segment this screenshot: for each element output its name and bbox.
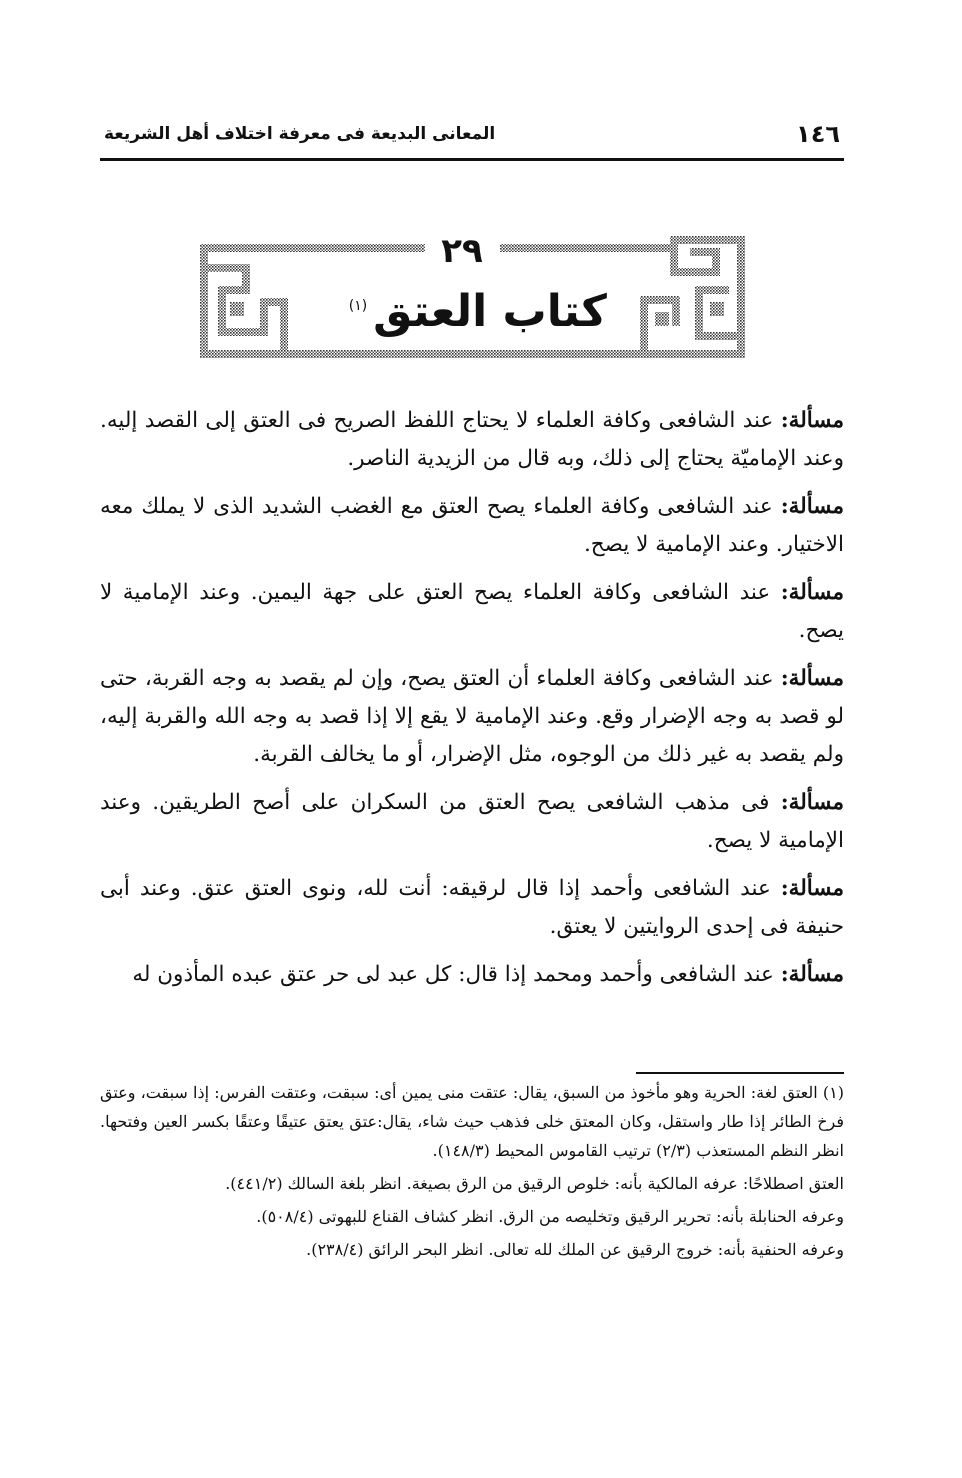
page-number: ١٤٦ [796,120,840,148]
issues-list [100,402,844,1004]
page-header [100,118,844,161]
footnotes [100,1078,844,1268]
issue-text: عند الشافعى وأحمد ومحمد إذا قال: كل عبد لى حر عتق عبده المأذون له [132,962,774,987]
issue-label: مسألة: [780,408,844,433]
issue-paragraph [100,574,844,650]
issue-text: عند الشافعى وكافة العلماء يصح العتق مع الغضب الشديد الذى لا يملك معه الاختيار. وعند الإمامية لا يصح. [100,494,844,557]
issue-paragraph [100,784,844,860]
issue-text: عند الشافعى وكافة العلماء يصح العتق على جهة اليمين. وعند الإمامية لا يصح. [100,580,844,643]
footnote: العتق اصطلاحًا: عرفه المالكية بأنه: خلوص الرقيق من الرق بصيغة. انظر بلغة السالك (٤٤١/٢). [225,1174,844,1193]
footnote: وعرفه الحنفية بأنه: خروج الرقيق عن الملك لله تعالى. انظر البحر الرائق (٢٣٨/٤). [306,1240,844,1259]
issue-label: مسألة: [780,580,844,605]
issue-label: مسألة: [780,666,844,691]
running-title: المعانى البديعة فى معرفة اختلاف أهل الشريعة [104,124,496,144]
footnote-marker: (١) [348,298,368,314]
issue-paragraph [100,956,844,994]
issue-paragraph [100,870,844,946]
issue-label: مسألة: [780,494,844,519]
issue-text: فى مذهب الشافعى يصح العتق من السكران على أصح الطريقين. وعند الإمامية لا يصح. [100,790,844,853]
issue-text: عند الشافعى وأحمد إذا قال لرقيقه: أنت لله، ونوى العتق عتق. وعند أبى حنيفة فى إحدى الروايتين لا يعتق. [100,876,844,939]
issue-label: مسألة: [780,790,844,815]
footnote-divider [636,1072,844,1074]
issue-text: عند الشافعى وكافة العلماء لا يحتاج اللفظ الصريح فى العتق إلى القصد إليه. وعند الإماميّة يحتاج إلى ذلك، وبه قال من الزيدية الناصر. [100,408,844,471]
issue-label: مسألة: [780,876,844,901]
issue-paragraph [100,660,844,774]
chapter-number: ٢٩ [441,236,483,271]
issue-paragraph [100,488,844,564]
footnote: (١) العتق لغة: الحرية وهو مأخوذ من السبق، يقال: عتقت منى يمين أى: سبقت، وعتقت الفرس: إذا سبقت، وعتق فرخ الطائر إذا طار واستقل، وكان المعتق خلى فذهب حيث شاء، يقال:عتق يعتق عتيقًا وعتقًا بكسر العين وفتحها. انظر النظم المستعذب (٢/٣) ترتيب القاموس المحيط (١٤٨/٣). [100,1083,845,1160]
issue-label: مسألة: [780,962,844,987]
issue-paragraph [100,402,844,478]
issue-text: عند الشافعى وكافة العلماء أن العتق يصح، وإن لم يقصد به وجه القربة، حتى لو قصد به وجه الإضرار وقع. وعند الإمامية لا يقع إلا إذا قصد به وجه الله والقربة إليه، ولم يقصد به غير ذلك من الوجوه، مثل الإضرار، أو ما يخالف القربة. [100,666,844,767]
chapter-title: كتاب العتق [373,286,607,337]
footnote: وعرفه الحنابلة بأنه: تحرير الرقيق وتخليصه من الرق. انظر كشاف القناع للبهوتى (٥٠٨/٤). [256,1207,844,1226]
chapter-banner [200,236,745,362]
